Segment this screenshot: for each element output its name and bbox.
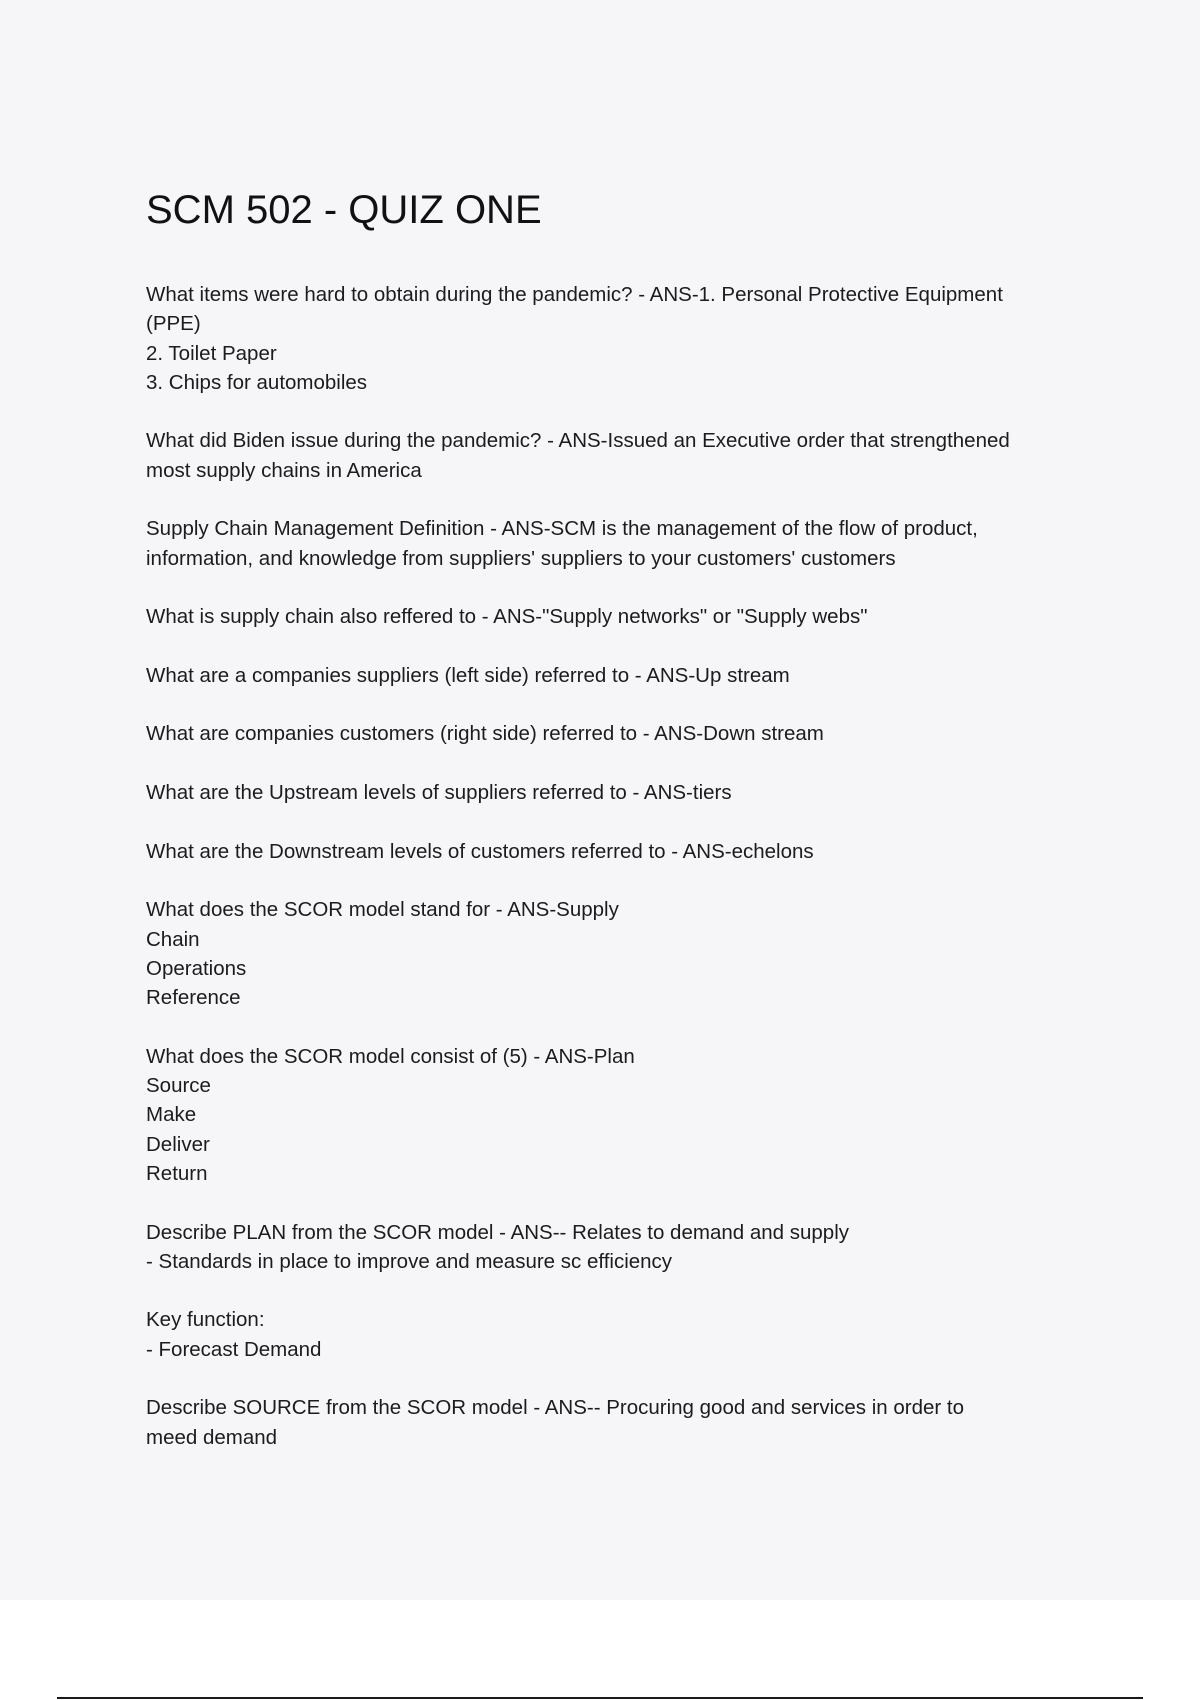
qa-item bbox=[146, 1218, 1106, 1277]
qa-line: Supply Chain Management Definition - ANS-SCM is the management of the flow of product, bbox=[146, 517, 978, 541]
qa-line: Describe SOURCE from the SCOR model - ANS-- Procuring good and services in order to bbox=[146, 1396, 965, 1420]
qa-item bbox=[146, 837, 1106, 866]
qa-line: What are the Downstream levels of customers referred to - ANS-echelons bbox=[146, 839, 814, 863]
qa-item bbox=[146, 778, 1106, 807]
qa-line: Key function: bbox=[146, 1308, 265, 1332]
qa-line: - Forecast Demand bbox=[146, 1337, 322, 1361]
footer-divider bbox=[57, 1697, 1143, 1699]
qa-line: What items were hard to obtain during the pandemic? - ANS-1. Personal Protective Equipment bbox=[146, 283, 1003, 306]
qa-item bbox=[146, 1393, 1106, 1452]
qa-line: What did Biden issue during the pandemic? - ANS-Issued an Executive order that strengthened bbox=[146, 429, 1010, 453]
qa-line: 3. Chips for automobiles bbox=[146, 370, 368, 394]
qa-item bbox=[146, 602, 1106, 631]
qa-item bbox=[146, 719, 1106, 748]
qa-item bbox=[146, 514, 1106, 573]
qa-line: Describe PLAN from the SCOR model - ANS-- Relates to demand and supply bbox=[146, 1220, 849, 1244]
qa-line: What does the SCOR model stand for - ANS-Supply bbox=[146, 898, 619, 922]
qa-line: meed demand bbox=[146, 1425, 278, 1449]
qa-line: - Standards in place to improve and measure sc efficiency bbox=[146, 1249, 673, 1273]
qa-line: 2. Toilet Paper bbox=[146, 341, 277, 365]
qa-line: Chain bbox=[146, 927, 200, 951]
qa-item bbox=[146, 280, 1106, 397]
page-title: SCM 502 - QUIZ ONE bbox=[146, 188, 542, 232]
qa-line: What are a companies suppliers (left side) referred to - ANS-Up stream bbox=[146, 663, 790, 687]
qa-line: What is supply chain also reffered to - ANS-"Supply networks" or "Supply webs" bbox=[146, 605, 868, 629]
qa-line: What are the Upstream levels of suppliers referred to - ANS-tiers bbox=[146, 781, 732, 805]
qa-item bbox=[146, 426, 1106, 485]
qa-line: most supply chains in America bbox=[146, 458, 422, 482]
qa-line: Make bbox=[146, 1103, 197, 1127]
qa-line: information, and knowledge from suppliers' suppliers to your customers' customers bbox=[146, 546, 896, 570]
qa-line: What does the SCOR model consist of (5) - ANS-Plan bbox=[146, 1044, 635, 1068]
qa-line: Source bbox=[146, 1074, 211, 1098]
qa-item bbox=[146, 895, 1106, 1012]
qa-line: What are companies customers (right side) referred to - ANS-Down stream bbox=[146, 722, 824, 746]
qa-item bbox=[146, 1305, 1106, 1364]
qa-item bbox=[146, 1042, 1106, 1188]
qa-line: Reference bbox=[146, 986, 241, 1010]
qa-line: Operations bbox=[146, 956, 247, 980]
qa-line: (PPE) bbox=[146, 312, 201, 336]
qa-line: Return bbox=[146, 1161, 208, 1185]
qa-list bbox=[146, 280, 1106, 1481]
qa-line: Deliver bbox=[146, 1132, 210, 1156]
qa-item bbox=[146, 661, 1106, 690]
